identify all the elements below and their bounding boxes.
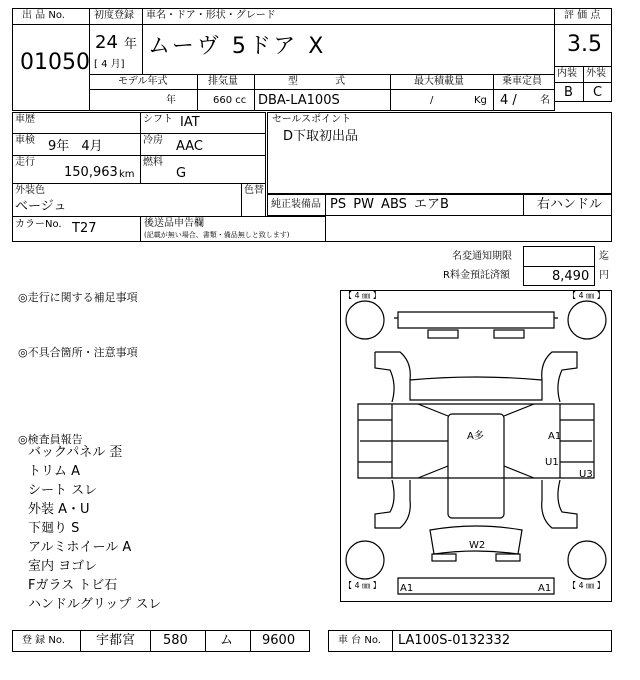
inspection-label: 車検 bbox=[15, 135, 35, 146]
type-label: 型 式 bbox=[288, 76, 346, 87]
capacity-unit: 名 bbox=[540, 95, 550, 106]
exterior-grade: C bbox=[593, 85, 603, 100]
tire-rl-icon bbox=[346, 541, 384, 579]
reg-area: 宇都宮 bbox=[96, 633, 136, 648]
inspection-value: 9年 4月 bbox=[48, 139, 103, 154]
reg-kana: ム bbox=[220, 633, 234, 648]
rear-bumper-icon bbox=[398, 578, 554, 594]
displacement: 660 cc bbox=[213, 95, 247, 106]
list-item: トリム A bbox=[28, 464, 81, 479]
shift-label: シフト bbox=[143, 114, 173, 125]
inspector-report-title: ◎検査員報告 bbox=[18, 433, 83, 446]
transfer-deadline-label: 名変通知期限 bbox=[452, 251, 512, 262]
car-name-label: 車名・ドア・形状・グレード bbox=[146, 10, 276, 21]
mark-bumper-r: A1 bbox=[538, 583, 552, 594]
history-label: 車歴 bbox=[15, 114, 35, 125]
reg-number: 9600 bbox=[262, 633, 296, 648]
tire-fr-depth: 【 4 ㎜ 】 bbox=[568, 291, 605, 300]
ext-color-label: 外装色 bbox=[15, 185, 45, 196]
first-reg-month: [ 4 月] bbox=[94, 59, 125, 70]
front-grille-icon bbox=[428, 330, 458, 338]
list-item: 下廻り S bbox=[28, 521, 80, 536]
color-no-label: カラーNo. bbox=[15, 219, 62, 230]
list-item: シート スレ bbox=[28, 483, 98, 498]
capacity: 4 / bbox=[500, 93, 517, 108]
aftermarket-note: (記載が無い場合、書類・備品無しと致します) bbox=[144, 231, 290, 239]
list-item: アルミホイール A bbox=[28, 540, 132, 555]
model-year-label: モデル年式 bbox=[118, 76, 168, 87]
reg-class: 580 bbox=[163, 633, 188, 648]
capacity-label: 乗車定員 bbox=[502, 76, 542, 87]
max-load: / bbox=[430, 95, 434, 106]
recycle-value: 8,490 bbox=[552, 269, 590, 284]
ac-label: 冷房 bbox=[143, 135, 163, 146]
model-year-unit: 年 bbox=[166, 95, 176, 106]
ext-color-value: ベージュ bbox=[15, 199, 67, 214]
list-item: バックパネル 歪 bbox=[28, 445, 123, 460]
tire-rl-depth: 【 4 ㎜ 】 bbox=[344, 581, 381, 590]
mark-door-r2: U1 bbox=[545, 457, 559, 468]
ac-value: AAC bbox=[176, 139, 203, 154]
chassis-label: 車 台 No. bbox=[338, 635, 381, 646]
sales-point-value: D下取初出品 bbox=[283, 129, 359, 144]
overall-score: 3.5 bbox=[567, 32, 602, 57]
car-name: ムーヴ 5ドア X bbox=[148, 34, 327, 59]
exterior-label: 外装 bbox=[586, 68, 606, 79]
interior-grade: B bbox=[564, 85, 573, 100]
front-bumper-icon bbox=[394, 312, 558, 328]
list-item: 室内 ヨゴレ bbox=[28, 559, 98, 574]
color-no-value: T27 bbox=[72, 221, 97, 236]
mark-bumper-l: A1 bbox=[400, 583, 414, 594]
max-load-unit: Kg bbox=[474, 95, 487, 106]
first-reg-year: 24 bbox=[95, 32, 118, 53]
displacement-label: 排気量 bbox=[208, 76, 238, 87]
recolor-label: 色替 bbox=[244, 185, 264, 196]
handle-value: 右ハンドル bbox=[537, 197, 603, 212]
sales-point-label: セールスポイント bbox=[272, 114, 352, 125]
shift-value: IAT bbox=[180, 115, 200, 130]
year-unit: 年 bbox=[124, 37, 138, 52]
list-item: 外装 A・U bbox=[28, 502, 90, 517]
roof-icon bbox=[448, 414, 504, 518]
model-type: DBA-LA100S bbox=[258, 93, 340, 108]
transfer-unit: 迄 bbox=[599, 251, 609, 262]
mileage-value: 150,963 bbox=[64, 165, 118, 180]
tire-fr-icon bbox=[568, 301, 606, 339]
tire-rr-icon bbox=[568, 541, 606, 579]
transfer-deadline-field bbox=[523, 246, 595, 267]
blank-field bbox=[325, 216, 612, 242]
mileage-label: 走行 bbox=[15, 157, 35, 168]
max-load-label: 最大積載量 bbox=[414, 76, 464, 87]
recycle-unit: 円 bbox=[599, 270, 609, 281]
tire-fl-icon bbox=[346, 301, 384, 339]
first-reg-label: 初度登録 bbox=[94, 10, 134, 21]
score-label: 評 価 点 bbox=[564, 10, 601, 21]
mark-roof: A多 bbox=[467, 431, 484, 442]
equipment-label: 純正装備品 bbox=[271, 199, 321, 210]
defects-title: ◎不具合箇所・注意事項 bbox=[18, 346, 138, 359]
lot-number: 01050 bbox=[20, 50, 90, 75]
list-item: ハンドルグリップ スレ bbox=[28, 597, 162, 612]
tire-rr-depth: 【 4 ㎜ 】 bbox=[568, 581, 605, 590]
lot-number-label: 出 品 No. bbox=[22, 10, 65, 21]
chassis-number: LA100S-0132332 bbox=[398, 633, 511, 648]
interior-label: 内装 bbox=[557, 68, 577, 79]
mark-side-r: U3 bbox=[579, 469, 593, 480]
list-item: Fガラス トビ石 bbox=[28, 578, 118, 593]
mark-rear-glass: W2 bbox=[469, 540, 486, 551]
mileage-unit: km bbox=[119, 169, 135, 180]
rear-lamp-icon bbox=[432, 554, 456, 561]
reg-label: 登 録 No. bbox=[22, 635, 65, 646]
fuel-value: G bbox=[176, 166, 187, 181]
car-diagram bbox=[340, 290, 612, 602]
fuel-label: 燃料 bbox=[143, 157, 163, 168]
recycle-label: R料金預託済額 bbox=[443, 270, 510, 281]
driving-notes-title: ◎走行に関する補足事項 bbox=[18, 291, 138, 304]
tire-fl-depth: 【 4 ㎜ 】 bbox=[344, 291, 381, 300]
mark-door-r1: A1 bbox=[548, 431, 562, 442]
equipment-value: PS PW ABS エアB bbox=[330, 197, 449, 212]
aftermarket-label: 後送品申告欄 bbox=[144, 218, 204, 229]
